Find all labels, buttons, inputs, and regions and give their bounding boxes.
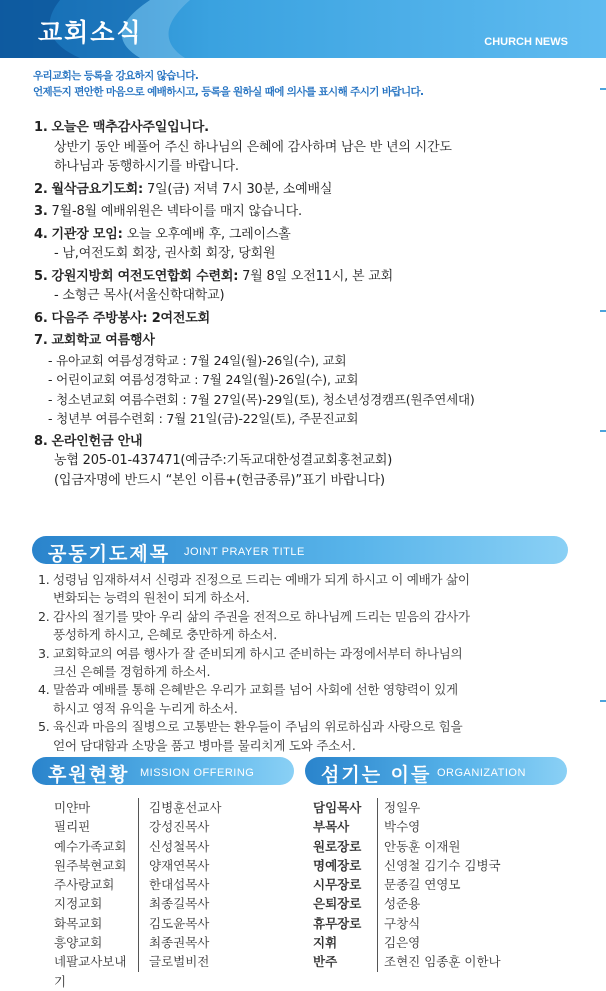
mission-person: 양재연목사 [149, 857, 210, 873]
notice-title: 기관장 모임: [51, 226, 123, 242]
notice-text: (입금자명에 반드시 “본인 이름+(헌금종류)”표기 바랍니다) [54, 472, 385, 488]
organization-title-en: ORGANIZATION [437, 767, 526, 779]
notice-subtext: - 청년부 여름수련회 : 7월 21일(금)-22일(토), 주문진교회 [48, 411, 359, 426]
prayer-text: 말씀과 예배를 통해 은혜받은 우리가 교회를 넘어 사회에 선한 영향력이 있게 [53, 682, 458, 698]
organization-names: 박수영 [384, 819, 421, 835]
organization-names: 신영철 김기수 김병국 [384, 857, 501, 873]
organization-names: 정일우 [384, 800, 421, 815]
mission-place: 지정교회 [38, 894, 139, 913]
notice-item-1 [34, 118, 574, 177]
organization-role: 반주 [313, 952, 378, 971]
mission-row [38, 914, 221, 933]
notice-subtext: - 청소년교회 여름수련회 : 7월 27일(목)-29일(토), 청소년성경캠프(원주연세대) [48, 391, 475, 407]
prayer-item [38, 718, 570, 755]
prayer-item [38, 681, 570, 718]
page-header [0, 0, 606, 58]
mission-row [38, 798, 221, 817]
mission-row [38, 856, 221, 875]
organization-row [313, 798, 501, 817]
prayer-item [38, 608, 570, 645]
prayer-text: 풍성하게 하시고, 은혜로 충만하게 하소서. [53, 627, 277, 643]
prayer-number: 2. [38, 608, 50, 624]
mission-place: 주사랑교회 [38, 875, 139, 894]
prayer-text: 성령님 임재하셔서 신령과 진정으로 드리는 예배가 되게 하시고 이 예배가 삶이 [53, 572, 470, 587]
prayer-item [38, 645, 570, 682]
mission-place: 미얀마 [38, 798, 139, 817]
notice-number: 6. [34, 310, 48, 326]
mission-row [38, 837, 221, 856]
organization-names: 안동훈 이재원 [384, 838, 461, 854]
notice-title: 강원지방회 여전도연합회 수련회: [51, 268, 239, 284]
intro-text [33, 68, 423, 100]
prayer-text: 육신과 마음의 질병으로 고통받는 환우들이 주님의 위로하심과 사랑으로 힘을 [53, 719, 463, 735]
prayer-title-en: JOINT PRAYER TITLE [184, 546, 305, 558]
mission-row [38, 952, 221, 989]
mission-row [38, 894, 221, 913]
mission-place: 화목교회 [38, 914, 139, 933]
organization-row [313, 894, 501, 913]
notice-text: 7월-8월 예배위원은 넥타이를 매지 않습니다. [51, 204, 302, 219]
mission-person: 글로벌비전 [149, 954, 210, 970]
organization-names: 성준용 [384, 896, 421, 912]
mission-row [38, 933, 221, 952]
notice-text: 하나님과 동행하시기를 바랍니다. [54, 159, 239, 174]
notice-title: 월삭금요기도회: [51, 181, 144, 197]
notice-text: 상반기 동안 베풀어 주신 하나님의 은혜에 감사하며 남은 반 년의 시간도 [54, 139, 452, 155]
organization-names: 조현진 임종훈 이한나 [384, 954, 501, 970]
intro-line: 언제든지 편안한 마음으로 예배하시고, 등록을 원하실 때에 의사를 표시해 주시기 바랍니다. [33, 86, 424, 98]
organization-row [313, 856, 501, 875]
notice-subtext: - 남,여전도회 회장, 권사회 회장, 당회원 [54, 246, 276, 261]
mission-banner [32, 757, 294, 785]
prayer-text: 얻어 담대함과 소망을 품고 병마를 물리치게 도와 주소서. [53, 737, 356, 753]
organization-list [313, 798, 501, 972]
organization-role: 은퇴장로 [313, 894, 378, 913]
organization-title: 섬기는 이들 [321, 764, 432, 786]
notice-item-5 [34, 267, 574, 306]
mission-title: 후원현황 [48, 764, 130, 786]
page-title: 교회소식 [38, 18, 143, 47]
notice-item-8 [34, 432, 574, 491]
edge-mark [600, 430, 606, 432]
organization-role: 원로장로 [313, 837, 378, 856]
organization-names: 구창식 [384, 915, 421, 931]
prayer-text: 변화되는 능력의 원천이 되게 하소서. [53, 590, 250, 606]
notice-title: 다음주 주방봉사: 2여전도회 [51, 310, 210, 326]
notice-subtext: - 유아교회 여름성경학교 : 7월 24일(월)-26일(수), 교회 [48, 352, 347, 368]
prayer-text: 교회학교의 여름 행사가 잘 준비되게 하시고 준비하는 과정에서부터 하나님의 [53, 645, 463, 661]
organization-row [313, 837, 501, 856]
prayer-number: 1. [38, 572, 50, 587]
page-subtitle: CHURCH NEWS [484, 36, 568, 48]
notice-subtext: - 어린이교회 여름성경학교 : 7월 24일(월)-26일(수), 교회 [48, 372, 359, 387]
mission-person: 신성철목사 [149, 838, 210, 854]
organization-banner [305, 757, 567, 785]
notice-number: 8. [34, 433, 48, 449]
notice-item-3 [34, 202, 574, 222]
prayer-list [38, 571, 570, 755]
notice-text: 농협 205-01-437471(예금주:기독교대한성결교회홍천교회) [54, 453, 393, 468]
prayer-title: 공동기도제목 [48, 543, 171, 565]
edge-mark [600, 700, 606, 702]
mission-list [38, 798, 222, 989]
mission-title-en: MISSION OFFERING [140, 767, 255, 779]
prayer-item [38, 571, 570, 608]
organization-role: 휴무장로 [313, 914, 378, 933]
notice-text: 오늘 오후예배 후, 그레이스홀 [122, 226, 291, 242]
mission-row [38, 817, 221, 836]
mission-person: 최종권목사 [149, 935, 210, 951]
notice-title: 오늘은 맥추감사주일입니다. [51, 120, 209, 135]
mission-place: 원주북현교회 [38, 856, 139, 875]
mission-person: 김도윤목사 [149, 915, 210, 931]
organization-role: 담임목사 [313, 798, 378, 817]
notice-number: 2. [34, 181, 48, 197]
mission-row [38, 875, 221, 894]
notice-item-2 [34, 180, 574, 200]
prayer-banner [32, 536, 568, 564]
mission-person: 최종길목사 [149, 896, 210, 912]
notice-title: 온라인헌금 안내 [51, 433, 143, 449]
notice-item-7 [34, 331, 574, 429]
prayer-number: 4. [38, 682, 50, 698]
notice-subtext: - 소형근 목사(서울신학대학교) [54, 288, 225, 303]
mission-place: 흥양교회 [38, 933, 139, 952]
organization-role: 시무장로 [313, 875, 378, 894]
notice-item-6 [34, 309, 574, 329]
organization-row [313, 817, 501, 836]
prayer-number: 3. [38, 645, 50, 661]
notice-title: 교회학교 여름행사 [51, 333, 155, 348]
notice-text: 7일(금) 저녁 7시 30분, 소예배실 [143, 181, 333, 197]
edge-mark [600, 88, 606, 90]
organization-role: 부목사 [313, 817, 378, 836]
organization-row [313, 875, 501, 894]
prayer-text: 하시고 영적 유익을 누리게 하소서. [53, 700, 238, 716]
mission-place: 네팔교사보내기 [38, 952, 139, 971]
mission-place: 필리핀 [38, 817, 139, 836]
notice-number: 4. [34, 226, 48, 242]
mission-person: 한대섭목사 [149, 877, 210, 893]
notice-item-4 [34, 225, 574, 264]
notice-number: 1. [34, 120, 48, 135]
organization-role: 지휘 [313, 933, 378, 952]
mission-place: 예수가족교회 [38, 837, 139, 856]
notice-number: 5. [34, 268, 48, 284]
intro-line: 우리교회는 등록을 강요하지 않습니다. [33, 70, 199, 82]
organization-row [313, 914, 501, 933]
organization-names: 문종길 연영모 [384, 877, 461, 893]
notice-list [34, 118, 574, 493]
mission-person: 김병훈선교사 [149, 800, 222, 815]
organization-row [313, 952, 501, 971]
organization-row [313, 933, 501, 952]
organization-names: 김은영 [384, 935, 421, 951]
mission-person: 강성진목사 [149, 819, 210, 835]
notice-number: 7. [34, 333, 48, 348]
edge-mark [600, 310, 606, 312]
prayer-number: 5. [38, 719, 50, 735]
organization-role: 명예장로 [313, 856, 378, 875]
prayer-text: 감사의 절기를 맞아 우리 삶의 주권을 전적으로 하나님께 드리는 믿음의 감사가 [53, 608, 470, 624]
notice-text: 7월 8일 오전11시, 본 교회 [238, 268, 393, 284]
notice-number: 3. [34, 204, 48, 219]
prayer-text: 크신 은혜를 경험하게 하소서. [53, 664, 211, 680]
